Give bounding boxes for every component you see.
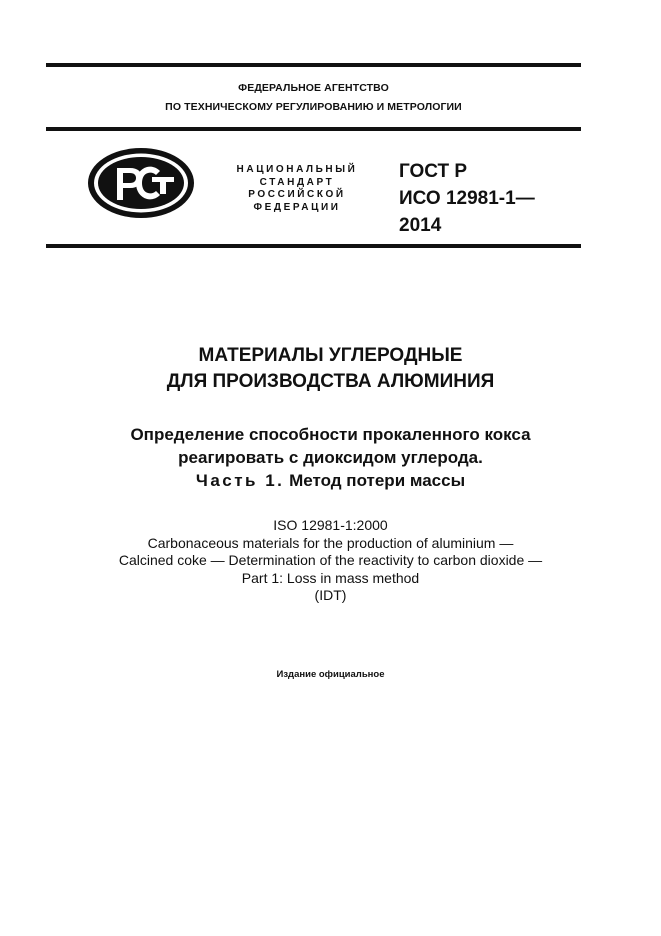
designation-line-1: ГОСТ Р [399, 161, 468, 182]
subtitle-line-1: Определение способности прокаленного кокса [130, 425, 531, 444]
iso-reference [0, 517, 661, 605]
part-label: Часть 1. [195, 471, 285, 490]
national-standard-line-1: НАЦИОНАЛЬНЫЙ [236, 164, 358, 175]
agency-line-1: ФЕДЕРАЛЬНОЕ АГЕНТСТВО [238, 82, 389, 94]
subtitle-part-line [0, 469, 661, 492]
designation-line-3: 2014 [399, 215, 442, 236]
designation-rule [46, 244, 581, 248]
edition-label: Издание официальное [276, 669, 385, 680]
rst-logo [86, 146, 196, 220]
iso-code: ISO 12981-1:2000 [273, 517, 388, 533]
document-subtitle [0, 423, 661, 492]
agency-line-2: ПО ТЕХНИЧЕСКОМУ РЕГУЛИРОВАНИЮ И МЕТРОЛОГИИ [165, 101, 462, 113]
header-rule [46, 127, 581, 131]
designation-line-2: ИСО 12981-1— [399, 188, 535, 209]
iso-title-line-3: Part 1: Loss in mass method [241, 569, 420, 586]
rst-certification-mark-icon [86, 146, 196, 220]
iso-equivalence: (IDT) [314, 587, 347, 603]
national-standard-label [222, 164, 372, 214]
iso-title-line-2: Calcined coke — Determination of the reactivity to carbon dioxide — [118, 552, 543, 568]
top-rule [46, 63, 581, 67]
title-line-2: ДЛЯ ПРОИЗВОДСТВА АЛЮМИНИЯ [166, 371, 495, 392]
iso-title-line-1: Carbonaceous materials for the production of aluminium — [147, 534, 514, 551]
document-title [0, 343, 661, 395]
national-standard-line-2: СТАНДАРТ [259, 176, 335, 188]
part-title: Метод потери массы [284, 471, 466, 490]
standard-designation [399, 158, 535, 239]
national-standard-line-3: РОССИЙСКОЙ [248, 189, 346, 200]
subtitle-line-2: реагировать с диоксидом углерода. [178, 448, 483, 467]
national-standard-line-4: ФЕДЕРАЦИИ [253, 201, 341, 213]
title-line-1: МАТЕРИАЛЫ УГЛЕРОДНЫЕ [198, 345, 463, 366]
